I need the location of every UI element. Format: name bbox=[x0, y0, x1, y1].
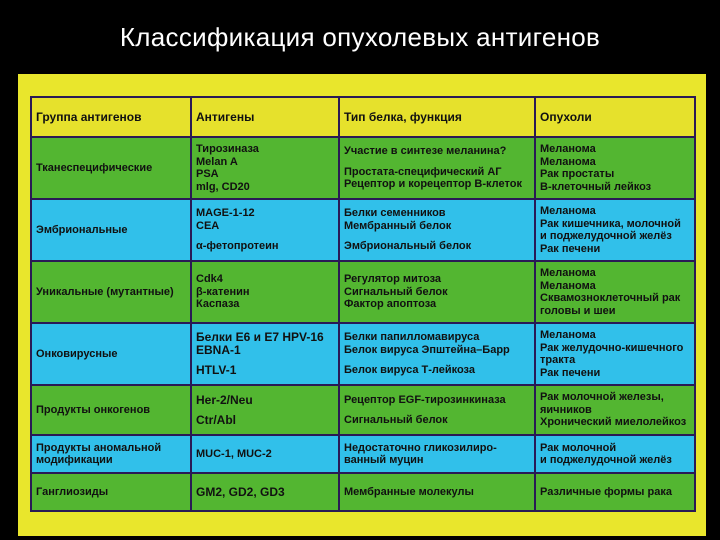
cell-line: EBNA-1 bbox=[196, 342, 241, 357]
cell-function bbox=[339, 199, 535, 261]
cell-tumors bbox=[535, 137, 695, 199]
cell-antigens bbox=[191, 199, 339, 261]
cell-spacer bbox=[196, 232, 334, 240]
cell-spacer bbox=[344, 232, 530, 240]
cell-line: CEA bbox=[196, 219, 220, 232]
cell-line: GM2, GD2, GD3 bbox=[196, 484, 285, 499]
cell-tumors bbox=[535, 323, 695, 385]
cell-line: Простата-специфический АГ bbox=[344, 165, 502, 178]
cell-line: Меланома bbox=[540, 329, 596, 341]
cell-antigens bbox=[191, 137, 339, 199]
cell-function bbox=[339, 323, 535, 385]
cell-antigens bbox=[191, 261, 339, 323]
cell-line: Меланома bbox=[540, 205, 596, 217]
cell-line: Melan A bbox=[196, 155, 238, 168]
cell-line: Cdk4 bbox=[196, 273, 223, 286]
cell-antigens bbox=[191, 435, 339, 473]
cell-line: Рак печени bbox=[540, 242, 601, 255]
cell-line: Ctr/Abl bbox=[196, 413, 236, 427]
cell-line: Белок вируса Эпштейна–Барр bbox=[344, 343, 510, 356]
cell-function bbox=[339, 261, 535, 323]
cell-line: Меланома bbox=[540, 267, 596, 279]
cell-function bbox=[339, 473, 535, 511]
cell-antigens bbox=[191, 385, 339, 435]
cell-antigens bbox=[191, 323, 339, 385]
cell-function bbox=[339, 137, 535, 199]
table-row bbox=[31, 323, 695, 385]
cell-line: MUC-1, MUC-2 bbox=[196, 447, 272, 460]
cell-line: Рак молочной железы, bbox=[540, 391, 664, 404]
cell-line: MAGE-1-12 bbox=[196, 207, 255, 220]
cell-line: Белки семенников bbox=[344, 207, 446, 220]
cell-group: Тканеспецифические bbox=[31, 137, 191, 199]
cell-line: Белки папилломавируса bbox=[344, 331, 480, 344]
cell-spacer bbox=[344, 356, 530, 364]
cell-tumors bbox=[535, 473, 695, 511]
cell-line: Фактор апоптоза bbox=[344, 298, 437, 311]
cell-tumors bbox=[535, 435, 695, 473]
cell-group: Продукты онкогенов bbox=[31, 385, 191, 435]
table-row bbox=[31, 199, 695, 261]
cell-line: Регулятор митоза bbox=[344, 273, 442, 286]
table-row bbox=[31, 385, 695, 435]
cell-line: Меланома bbox=[540, 155, 596, 168]
cell-function bbox=[339, 435, 535, 473]
cell-line: головы и шеи bbox=[540, 304, 616, 317]
antigen-table bbox=[30, 96, 696, 512]
cell-group: Онковирусные bbox=[31, 323, 191, 385]
cell-line: PSA bbox=[196, 168, 219, 180]
cell-line: Рецептор EGF-тирозинкиназа bbox=[344, 393, 506, 406]
cell-line: Меланома bbox=[540, 279, 596, 292]
cell-group: Ганглиозиды bbox=[31, 473, 191, 511]
cell-tumors bbox=[535, 385, 695, 435]
slide-title: Классификация опухолевых антигенов bbox=[119, 22, 601, 52]
cell-line: Сигнальный белок bbox=[344, 285, 448, 298]
cell-line: Участие в синтезе меланина? bbox=[344, 145, 507, 158]
cell-line: Различные формы рака bbox=[540, 485, 672, 498]
cell-line: Рак простаты bbox=[540, 168, 615, 180]
table-row bbox=[31, 435, 695, 473]
cell-tumors bbox=[535, 199, 695, 261]
header-antigens: Антигены bbox=[191, 97, 339, 137]
cell-line: Рак печени bbox=[540, 366, 601, 379]
table-row bbox=[31, 137, 695, 199]
cell-line: α-фетопротеин bbox=[196, 240, 279, 253]
cell-line: Хронический миелолейкоз bbox=[540, 416, 687, 429]
cell-antigens bbox=[191, 473, 339, 511]
cell-line: Белок вируса Т-лейкоза bbox=[344, 364, 475, 377]
cell-line: ванный муцин bbox=[344, 454, 424, 466]
cell-line: Недостаточно гликозилиро- bbox=[344, 441, 497, 454]
cell-line: тракта bbox=[540, 354, 576, 366]
cell-line: Меланома bbox=[540, 143, 596, 155]
cell-line: Сквамозноклеточный рак bbox=[540, 292, 681, 304]
cell-line: mlg, CD20 bbox=[196, 180, 250, 193]
cell-line: Мембранный белок bbox=[344, 219, 452, 232]
cell-tumors bbox=[535, 261, 695, 323]
table-row bbox=[31, 261, 695, 323]
cell-line: Рак кишечника, молочной bbox=[540, 217, 681, 230]
cell-group: Продукты аномальной модификации bbox=[31, 435, 191, 473]
cell-spacer bbox=[344, 406, 530, 414]
cell-line: Рак молочной bbox=[540, 441, 617, 454]
table-body bbox=[31, 137, 695, 511]
cell-line: Белки E6 и E7 HPV-16 bbox=[196, 330, 324, 345]
cell-line: HTLV-1 bbox=[196, 363, 237, 378]
cell-line: яичников bbox=[540, 403, 592, 416]
cell-line: В-клеточный лейкоз bbox=[540, 180, 652, 193]
cell-line: Мембранные молекулы bbox=[344, 485, 474, 498]
cell-line: Рецептор и корецептор В-клеток bbox=[344, 178, 522, 191]
cell-line: и поджелудочной желёз bbox=[540, 454, 672, 466]
cell-line: Эмбриональный белок bbox=[344, 240, 472, 253]
cell-line: Рак желудочно-кишечного bbox=[540, 341, 684, 354]
header-function: Тип белка, функция bbox=[339, 97, 535, 137]
cell-line: β-катенин bbox=[196, 285, 250, 298]
table-row bbox=[31, 473, 695, 511]
cell-line: Her-2/Neu bbox=[196, 392, 253, 407]
cell-function bbox=[339, 385, 535, 435]
cell-line: и поджелудочной желёз bbox=[540, 230, 672, 242]
cell-line: Каспаза bbox=[196, 298, 240, 311]
cell-line: Сигнальный белок bbox=[344, 414, 448, 426]
cell-line: Тирозиназа bbox=[196, 143, 259, 155]
cell-spacer bbox=[344, 158, 530, 166]
table-panel bbox=[18, 74, 706, 536]
header-tumors: Опухоли bbox=[535, 97, 695, 137]
cell-group: Уникальные (мутантные) bbox=[31, 261, 191, 323]
header-group: Группа антигенов bbox=[31, 97, 191, 137]
cell-group: Эмбриональные bbox=[31, 199, 191, 261]
